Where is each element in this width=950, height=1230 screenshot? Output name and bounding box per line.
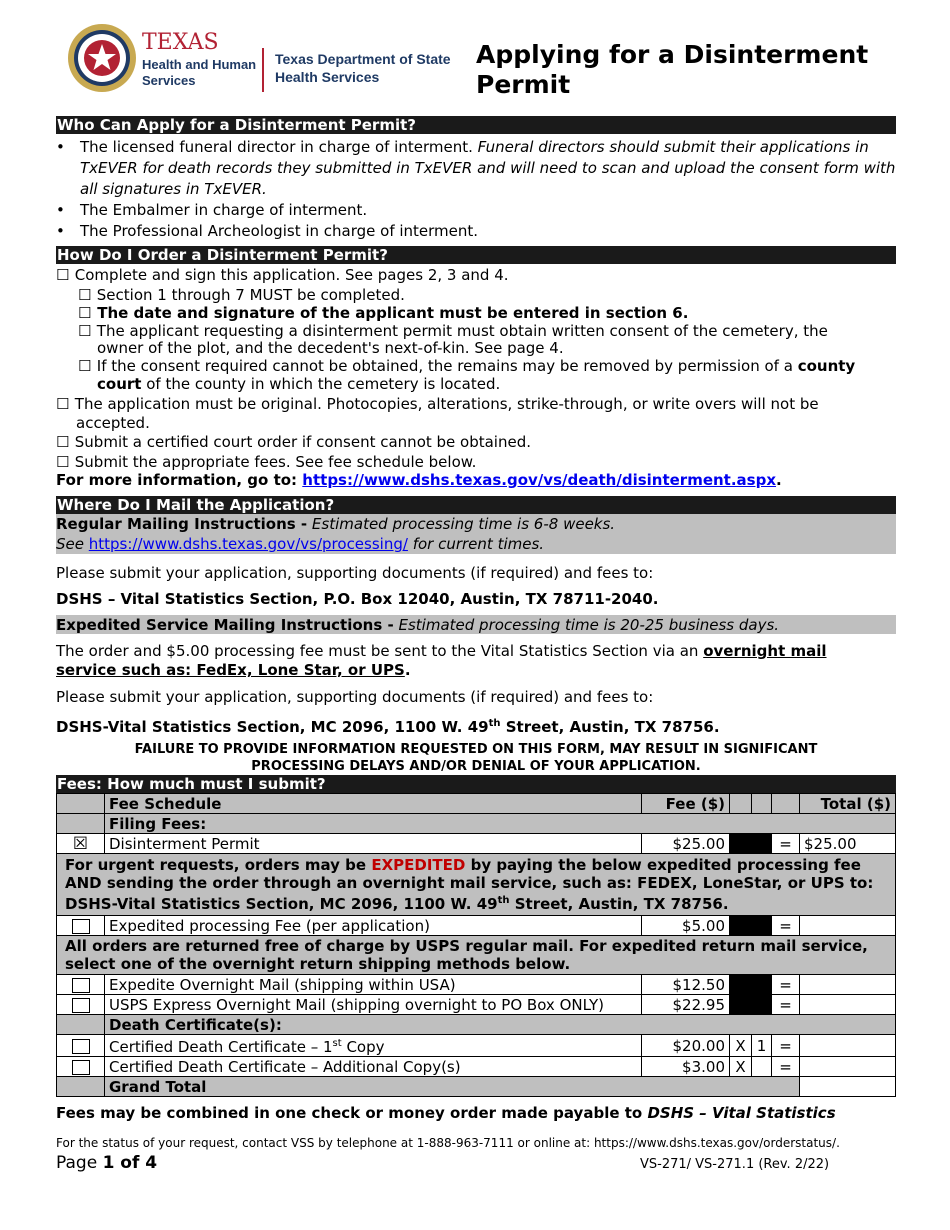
logo-texas: TEXAS [142,30,219,55]
step-consent-cont: owner of the plot, and the decedent's next-of-kin. See page 4. [97,339,564,357]
urgent-row: For urgent requests, orders may be EXPEDITED by paying the below expedited processing fee AND sending the order through an overnight mail service, such as: FEDEX, LoneStar, or UPS to: DSHS-Vital Statistics Section, MC 2096, 1100 W. 49th Street, Austin, TX 78756. [57,854,896,916]
expedited-order-cont: service such as: FedEx, Lone Star, or UPS. [56,661,411,679]
permit-checkbox[interactable]: ☒ [57,834,105,854]
step-original: ☐ The application must be original. Photocopies, alterations, strike-through, or write overs will not be [56,395,819,413]
step-signature: ☐ The date and signature of the applicant must be entered in section 6. [78,304,689,322]
who-bullet-2: • The Embalmer in charge of interment. [56,201,368,219]
page-title-line2: Permit [476,70,571,99]
fee-table [56,793,896,1097]
page-number: Page 1 of 4 [56,1153,158,1173]
dc2-total[interactable] [800,1057,896,1077]
who-bullet-3: • The Professional Archeologist in charge of interment. [56,222,479,240]
expedited-address: DSHS-Vital Statistics Section, MC 2096, 1100 W. 49th Street, Austin, TX 78756. [56,718,720,736]
ship2-row: USPS Express Overnight Mail (shipping overnight to PO Box ONLY) $22.95 = [57,995,896,1015]
ship2-total[interactable] [800,995,896,1015]
dc1-total[interactable] [800,1035,896,1057]
fee-header-row [57,794,896,814]
who-heading: Who Can Apply for a Disinterment Permit? [56,116,896,134]
dc2-quantity[interactable] [752,1057,772,1077]
dc1-row: Certified Death Certificate – 1st Copy $20.00 X 1 = [57,1035,896,1057]
page-title-line1: Applying for a Disinterment [476,40,869,69]
col-fee: Fee ($) [642,794,730,814]
logo-hhs-line1: Health and Human [142,57,257,72]
checkbox-icon[interactable]: ☐ [78,357,92,375]
grand-total-row: Grand Total [57,1077,896,1097]
expedite-fee-row: Expedited processing Fee (per application) $5.00 = [57,916,896,936]
submit-instructions-1: Please submit your application, supporting documents (if required) and fees to: [56,564,654,582]
checkbox-icon[interactable]: ☐ [56,395,70,413]
who-bullet-1: • The licensed funeral director in charge of interment. Funeral directors should submit their applications in TxEVER for death records they submitted in TxEVER and will need to scan and upload the consent form with all signatures in TxEVER. [56,138,896,198]
col-total: Total ($) [800,794,896,814]
ship1-total[interactable] [800,975,896,995]
form-id: VS-271/ VS-271.1 (Rev. 2/22) [640,1157,830,1172]
page-title [476,40,868,100]
step-court-order: ☐ Submit a certified court order if consent cannot be obtained. [56,433,531,451]
checkbox-icon[interactable]: ☐ [78,286,92,304]
who-bullet-1-text: The licensed funeral director in charge of interment. [80,138,473,156]
who-bullet-1-italic: Funeral directors should submit their applications in TxEVER for death records they submitted in TxEVER and will need to scan and upload the consent form with all signatures in TxEVER. [80,138,896,198]
processing-times: See https://www.dshs.texas.gov/vs/processing/ for current times. [56,535,545,553]
filing-fees-row: Filing Fees: [57,814,896,834]
grand-total[interactable] [800,1077,896,1097]
how-heading: How Do I Order a Disinterment Permit? [56,246,896,264]
mail-heading: Where Do I Mail the Application? [56,496,896,514]
checkbox-icon[interactable]: ☐ [78,322,92,340]
checkbox-icon[interactable]: ☐ [56,453,70,471]
dshs-name [275,50,451,86]
step-sections: ☐ Section 1 through 7 MUST be completed. [78,286,405,304]
death-cert-row: Death Certificate(s): [57,1015,896,1035]
ship1-row: Expedite Overnight Mail (shipping within USA) $12.50 = [57,975,896,995]
expedite-total[interactable] [800,916,896,936]
step-fees: ☐ Submit the appropriate fees. See fee schedule below. [56,453,477,471]
processing-link[interactable]: https://www.dshs.texas.gov/vs/processing/ [88,535,408,553]
regular-address: DSHS – Vital Statistics Section, P.O. Box 12040, Austin, TX 78711-2040. [56,590,659,608]
checkbox-icon[interactable]: ☐ [56,266,70,284]
expedited-order: The order and $5.00 processing fee must be sent to the Vital Statistics Section via an overnight mail [56,642,827,660]
col-fee-schedule: Fee Schedule [105,794,642,814]
combined-fees: Fees may be combined in one check or money order made payable to DSHS – Vital Statistics [56,1104,836,1122]
checkbox-icon[interactable]: ☐ [78,304,92,322]
dshs-name-line2: Health Services [275,69,380,85]
dc2-row: Certified Death Certificate – Additional Copy(s) $3.00 X = [57,1057,896,1077]
submit-instructions-2: Please submit your application, supporting documents (if required) and fees to: [56,688,654,706]
checkbox-icon[interactable]: ☐ [56,433,70,451]
ship2-checkbox[interactable] [72,998,90,1013]
expedite-checkbox[interactable] [72,919,90,934]
step-complete: ☐ Complete and sign this application. See pages 2, 3 and 4. [56,266,509,284]
texas-seal-icon [66,22,138,94]
logo-hhs-line2: Services [142,73,196,88]
step-court-cont: court of the county in which the cemetery is located. [97,375,501,393]
returned-row: All orders are returned free of charge by USPS regular mail. For expedited return mail service, select one of the overnight return shipping methods below. [57,936,896,975]
disinterment-link[interactable]: https://www.dshs.texas.gov/vs/death/disinterment.aspx [302,471,777,489]
dc2-checkbox[interactable] [72,1060,90,1075]
step-consent: ☐ The applicant requesting a disinterment permit must obtain written consent of the cemetery, the [78,322,828,340]
status-info: For the status of your request, contact VSS by telephone at 1-888-963-7111 or online at: https://www.dshs.texas.gov/orderstatus/. [56,1136,840,1150]
dc1-quantity[interactable]: 1 [752,1035,772,1057]
dshs-name-line1: Texas Department of State [275,51,451,67]
fees-heading: Fees: How much must I submit? [56,775,896,793]
more-info: For more information, go to: https://www.dshs.texas.gov/vs/death/disinterment.aspx. [56,471,782,489]
dc1-checkbox[interactable] [72,1039,90,1054]
expedited-mailing: Expedited Service Mailing Instructions - Estimated processing time is 20-25 business days. [56,616,780,634]
hhs-logo [66,22,256,96]
ship1-checkbox[interactable] [72,978,90,993]
step-court: ☐ If the consent required cannot be obtained, the remains may be removed by permission of a county [78,357,856,375]
failure-warning: FAILURE TO PROVIDE INFORMATION REQUESTED ON THIS FORM, MAY RESULT IN SIGNIFICANT PROCESSING DELAYS AND/OR DENIAL OF YOUR APPLICATION. [134,742,818,774]
regular-mailing: Regular Mailing Instructions - Estimated processing time is 6-8 weeks. [56,515,616,533]
step-original-cont: accepted. [76,414,150,432]
permit-row: ☒ Disinterment Permit $25.00 = $25.00 [57,834,896,854]
logo-divider [262,48,264,92]
